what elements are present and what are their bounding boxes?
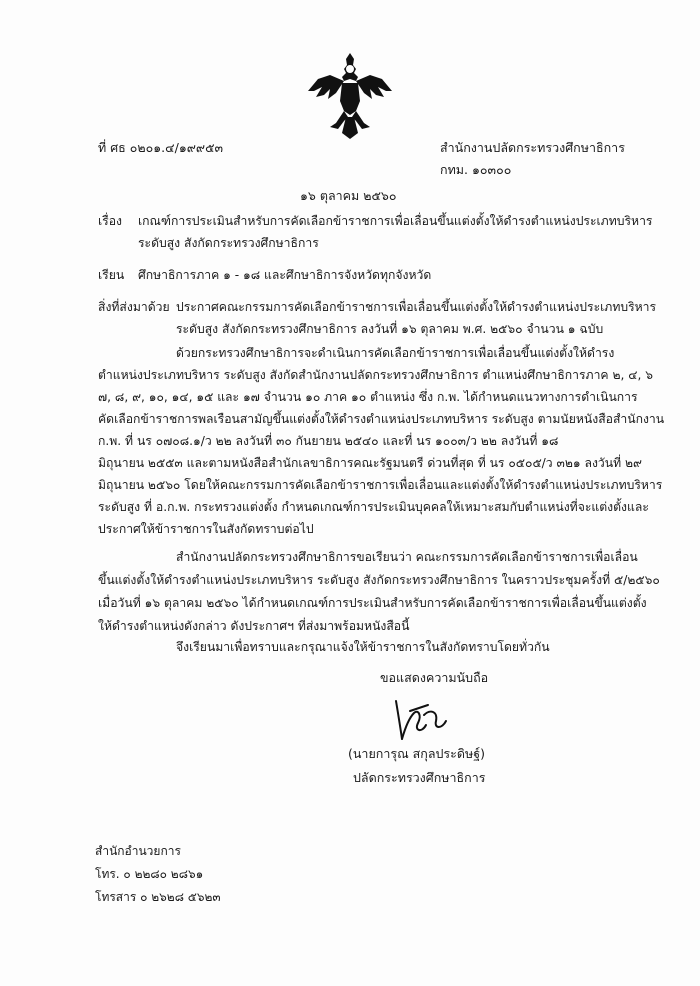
- handwritten-signature-icon: [388, 695, 458, 743]
- subject-text-1: เกณฑ์การประเมินสำหรับการคัดเลือกข้าราชการเพื่อเลื่อนขึ้นแต่งตั้งให้ดำรงตำแหน่งประเภทบริหาร: [138, 214, 653, 228]
- body-para1-line: คัดเลือกข้าราชการพลเรือนสามัญขึ้นแต่งตั้งให้ดำรงตำแหน่งประเภทบริหาร ระดับสูง ตามนัยหนังสือสำนักงาน: [98, 412, 665, 426]
- body-para1-line: ตำแหน่งประเภทบริหาร ระดับสูง สังกัดสำนักงานปลัดกระทรวงศึกษาธิการ ตำแหน่งศึกษาธิการภาค ๒, ๔, ๖: [98, 368, 653, 382]
- subject-text-2: ระดับสูง สังกัดกระทรวงศึกษาธิการ: [138, 236, 319, 250]
- body-para1-line: ด้วยกระทรวงศึกษาธิการจะดำเนินการคัดเลือกข้าราชการเพื่อเลื่อนขึ้นแต่งตั้งให้ดำรง: [176, 346, 615, 360]
- enclosure-text-2: ระดับสูง สังกัดกระทรวงศึกษาธิการ ลงวันที่ ๑๖ ตุลาคม พ.ศ. ๒๕๖๐ จำนวน ๑ ฉบับ: [176, 322, 604, 336]
- recipient-text: ศึกษาธิการภาค ๑ - ๑๘ และศึกษาธิการจังหวัดทุกจังหวัด: [138, 268, 432, 282]
- letter-date: ๑๖ ตุลาคม ๒๕๖๐: [300, 188, 397, 203]
- reference-number: ที่ ศธ ๐๒๐๑.๔/๑๙๙๕๓: [98, 140, 224, 155]
- enclosure-line-1: [98, 298, 656, 317]
- body-para2-line: สำนักงานปลัดกระทรวงศึกษาธิการขอเรียนว่า คณะกรรมการคัดเลือกข้าราชการเพื่อเลื่อน: [176, 550, 638, 564]
- body-para2-line: เมื่อวันที่ ๑๖ ตุลาคม ๒๕๖๐ ได้กำหนดเกณฑ์การประเมินสำหรับการคัดเลือกข้าราชการเพื่อเลื่อนขึ้นแต่งตั้ง: [98, 596, 647, 610]
- body-para1-line: ระดับสูง ที่ อ.ก.พ. กระทรวงแต่งตั้ง กำหนดเกณฑ์การประเมินบุคคลให้เหมาะสมกับตำแหน่งที่จะแต่งตั้งและ: [98, 500, 649, 514]
- body-para1-line: ประกาศให้ข้าราชการในสังกัดทราบต่อไป: [98, 522, 314, 536]
- garuda-emblem-icon: [300, 45, 400, 145]
- enclosure-label: สิ่งที่ส่งมาด้วย: [98, 300, 170, 314]
- body-para1-line: มิถุนายน ๒๕๖๐ โดยให้คณะกรรมการคัดเลือกข้าราชการเพื่อเลื่อนและแต่งตั้งให้ดำรงตำแหน่งประเภทบริหาร: [98, 478, 663, 492]
- contact-fax: โทรสาร ๐ ๒๖๒๘ ๕๖๒๓: [95, 890, 221, 904]
- postal-address: กทม. ๑๐๓๐๐: [440, 162, 512, 177]
- body-para1-line: ก.พ. ที่ นร ๐๗๐๘.๑/ว ๒๒ ลงวันที่ ๓๐ กันยายน ๒๕๔๐ และที่ นร ๑๐๐๓/ว ๒๒ ลงวันที่ ๑๘: [98, 434, 559, 448]
- body-para3-line: จึงเรียนมาเพื่อทราบและกรุณาแจ้งให้ข้าราชการในสังกัดทราบโดยทั่วกัน: [176, 640, 550, 654]
- signer-title: ปลัดกระทรวงศึกษาธิการ: [353, 770, 486, 785]
- signer-name: (นายการุณ สกุลประดิษฐ์): [348, 746, 485, 761]
- subject-label: เรื่อง: [98, 214, 122, 228]
- contact-office: สำนักอำนวยการ: [95, 844, 181, 858]
- recipient-label: เรียน: [98, 268, 125, 282]
- body-para1-line: มิถุนายน ๒๕๕๓ และตามหนังสือสำนักเลขาธิการคณะรัฐมนตรี ด่วนที่สุด ที่ นร ๐๕๐๕/ว ๓๒๑ ลงวันที่ ๒๙: [98, 456, 642, 470]
- closing-salutation: ขอแสดงความนับถือ: [380, 670, 489, 685]
- body-para2-line: ขึ้นแต่งตั้งให้ดำรงตำแหน่งประเภทบริหาร ระดับสูง สังกัดกระทรวงศึกษาธิการ ในคราวประชุมครั้งที่ ๕/๒๕๖๐: [98, 573, 660, 587]
- recipient-line: [98, 266, 431, 285]
- enclosure-text-1: ประกาศคณะกรรมการคัดเลือกข้าราชการเพื่อเลื่อนขึ้นแต่งตั้งให้ดำรงตำแหน่งประเภทบริหาร: [176, 300, 657, 314]
- subject-line-1: [98, 212, 652, 231]
- contact-phone: โทร. ๐ ๒๒๘๐ ๒๘๖๑: [95, 867, 204, 881]
- body-para2-line: ให้ดำรงตำแหน่งดังกล่าว ดังประกาศฯ ที่ส่งมาพร้อมหนังสือนี้: [98, 619, 410, 633]
- body-para1-line: ๗, ๘, ๙, ๑๐, ๑๔, ๑๕ และ ๑๗ จำนวน ๑๐ ภาค ๑๐ ตำแหน่ง ซึ่ง ก.พ. ได้กำหนดแนวทางการดำเนินการ: [98, 390, 638, 404]
- issuing-agency: สำนักงานปลัดกระทรวงศึกษาธิการ: [440, 140, 625, 155]
